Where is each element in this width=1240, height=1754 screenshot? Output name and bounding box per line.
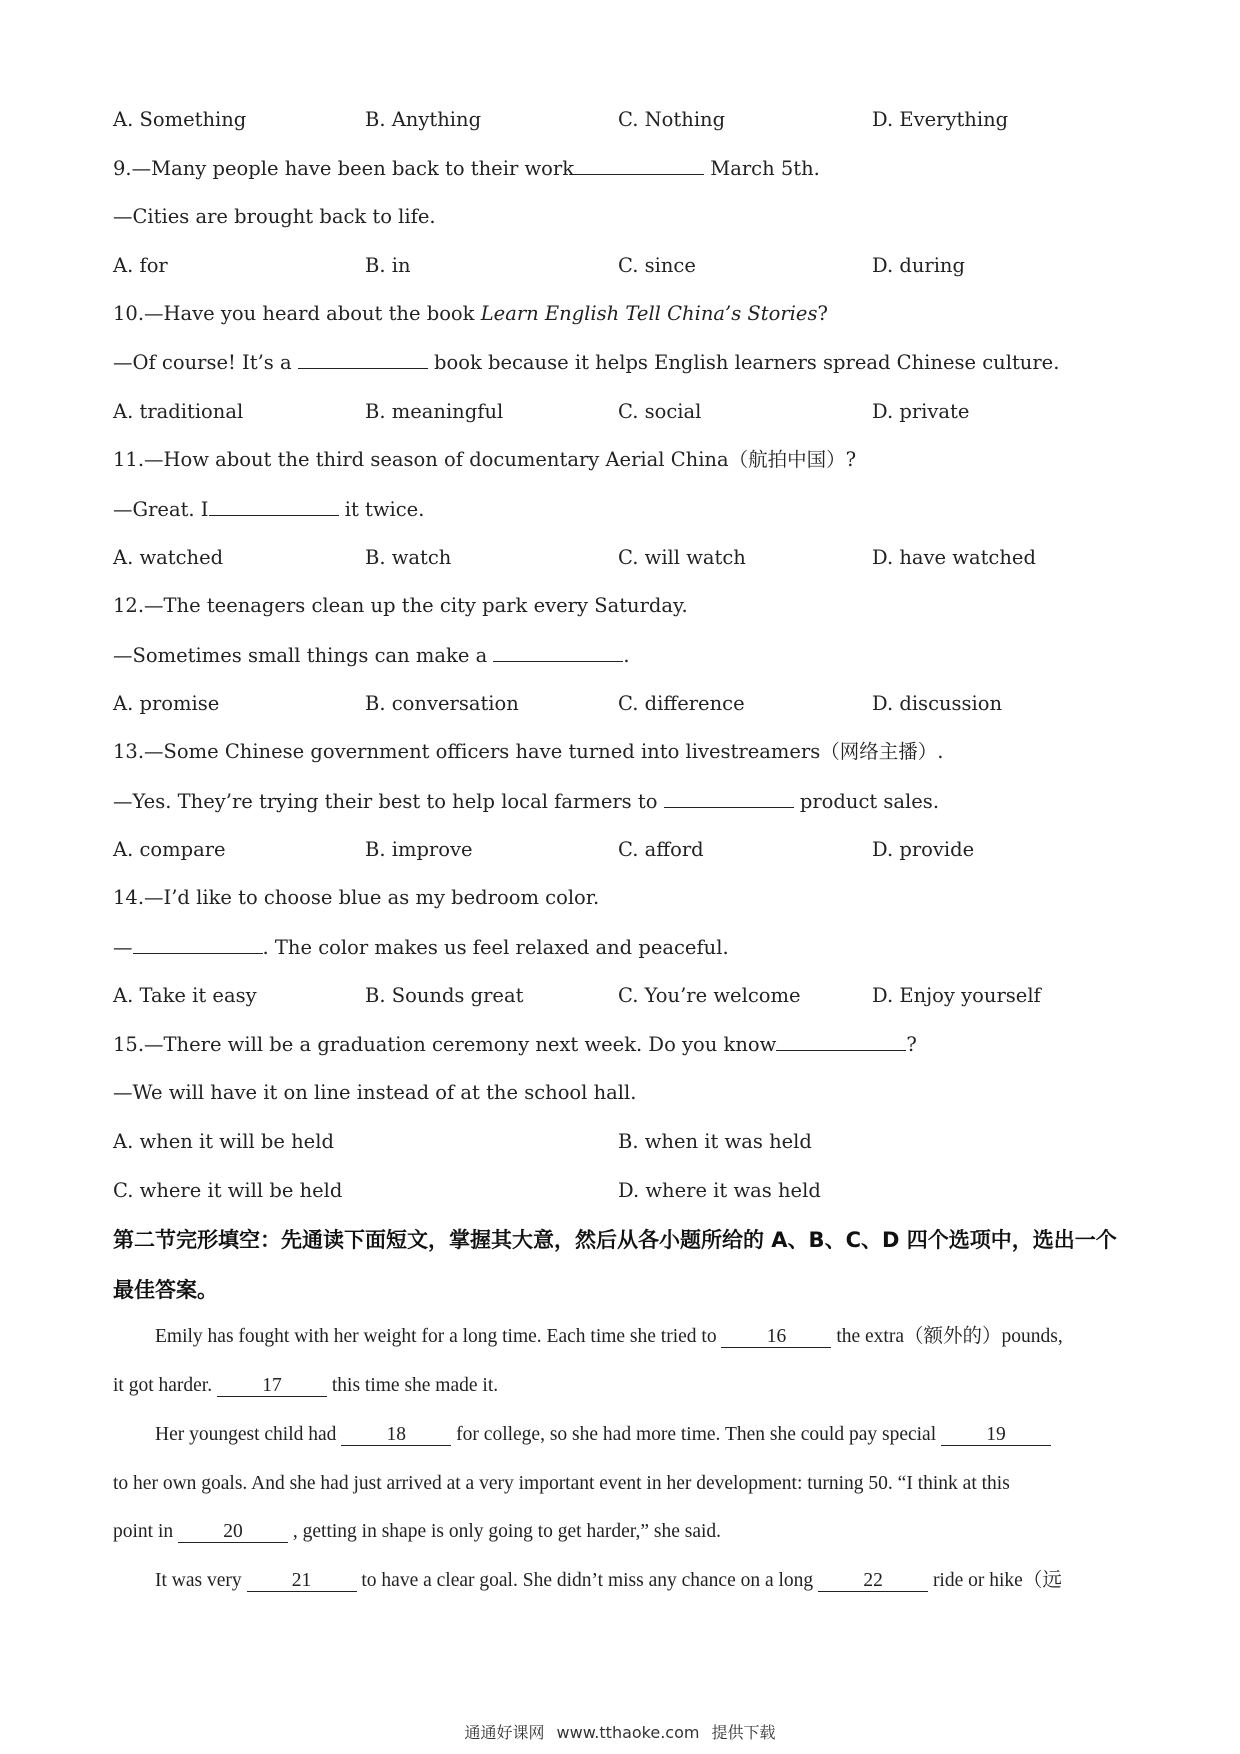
blank-number: 16 [721, 1327, 831, 1348]
q15-reply: —We will have it on line instead of at the school hall. [113, 1081, 637, 1104]
q11-stem: 11.—How about the third season of documentary Aerial China（航拍中国）? [113, 448, 857, 471]
blank-number: 21 [247, 1571, 357, 1592]
q11-option-a: A. watched [113, 546, 224, 569]
q10-option-d: D. private [872, 400, 970, 423]
q14-option-d: D. Enjoy yourself [872, 984, 1041, 1007]
q8-option-a: A. Something [113, 108, 247, 131]
passage-line: Emily has fought with her weight for a long time. Each time she tried to 16 the extra（额外的）pounds, [155, 1326, 1063, 1347]
q8-option-b: B. Anything [365, 108, 482, 131]
q14-reply: — . The color makes us feel relaxed and peaceful. [113, 936, 729, 959]
answer-blank [298, 350, 428, 369]
q10-option-b: B. meaningful [365, 400, 504, 423]
q14-option-a: A. Take it easy [113, 984, 257, 1007]
answer-blank [776, 1032, 906, 1051]
q12-option-d: D. discussion [872, 692, 1003, 715]
q13-option-d: D. provide [872, 838, 975, 861]
q11-option-d: D. have watched [872, 546, 1036, 569]
passage-line: Her youngest child had 18 for college, so she had more time. Then she could pay special 19 [155, 1423, 1051, 1447]
q15-stem: 15.—There will be a graduation ceremony next week. Do you know ? [113, 1033, 917, 1056]
blank-number: 20 [178, 1522, 288, 1543]
q9-option-a: A. for [113, 254, 168, 277]
answer-blank [209, 497, 339, 516]
q9-option-b: B. in [365, 254, 411, 277]
q13-option-a: A. compare [113, 838, 226, 861]
q11-reply: —Great. I it twice. [113, 498, 425, 521]
q15-option-a: A. when it will be held [113, 1130, 334, 1153]
q10-option-a: A. traditional [113, 400, 244, 423]
passage-line: to her own goals. And she had just arrived at a very important event in her development: turning 50. “I think at this [113, 1473, 1010, 1494]
q13-stem: 13.—Some Chinese government officers have turned into livestreamers（网络主播）. [113, 740, 944, 763]
q15-option-d: D. where it was held [618, 1179, 821, 1202]
q9-stem: 9.—Many people have been back to their work March 5th. [113, 157, 820, 180]
q12-option-a: A. promise [113, 692, 220, 715]
q15-option-c: C. where it will be held [113, 1179, 343, 1202]
q11-option-c: C. will watch [618, 546, 746, 569]
footer-suffix: 提供下载 [711, 1723, 776, 1742]
q12-option-b: B. conversation [365, 692, 519, 715]
answer-blank [133, 935, 263, 954]
q14-option-b: B. Sounds great [365, 984, 524, 1007]
q8-option-d: D. Everything [872, 108, 1009, 131]
q11-option-b: B. watch [365, 546, 452, 569]
blank-number: 22 [818, 1571, 928, 1592]
q9-option-d: D. during [872, 254, 965, 277]
q10-option-c: C. social [618, 400, 702, 423]
footer-url[interactable]: www.tthaoke.com [556, 1723, 700, 1742]
q12-reply: —Sometimes small things can make a . [113, 644, 630, 667]
book-title: Learn English Tell China’s Stories [480, 302, 818, 325]
q15-option-b: B. when it was held [618, 1130, 812, 1153]
section-heading: 第二节完形填空：先通读下面短文，掌握其大意，然后从各小题所给的 A、B、C、D 四个选项中，选出一个最佳答案。 [113, 1228, 1117, 1302]
q13-option-c: C. afford [618, 838, 704, 861]
q9-reply: —Cities are brought back to life. [113, 205, 436, 228]
q13-option-b: B. improve [365, 838, 473, 861]
blank-number: 18 [341, 1425, 451, 1446]
page-footer [0, 1720, 1240, 1743]
q14-option-c: C. You’re welcome [618, 984, 801, 1007]
footer-site-name: 通通好课网 [464, 1723, 545, 1742]
blank-number: 17 [217, 1376, 327, 1397]
q10-stem: 10.—Have you heard about the book Learn English Tell China’s Stories? [113, 302, 828, 325]
q12-option-c: C. difference [618, 692, 745, 715]
passage-line: it got harder. 17 this time she made it. [113, 1375, 499, 1396]
q10-reply: —Of course! It’s a book because it helps English learners spread Chinese culture. [113, 351, 1060, 374]
answer-blank [493, 643, 623, 662]
passage-line: point in 20 , getting in shape is only going to get harder,” she said. [113, 1521, 722, 1542]
passage-line: It was very 21 to have a clear goal. She didn’t miss any chance on a long 22 ride or hike（远 [155, 1570, 1062, 1591]
blank-number: 19 [941, 1425, 1051, 1446]
q13-reply: —Yes. They’re trying their best to help local farmers to product sales. [113, 790, 940, 813]
answer-blank [574, 156, 704, 175]
q9-option-c: C. since [618, 254, 696, 277]
q8-option-c: C. Nothing [618, 108, 726, 131]
q12-stem: 12.—The teenagers clean up the city park every Saturday. [113, 594, 688, 617]
answer-blank [664, 789, 794, 808]
q14-stem: 14.—I’d like to choose blue as my bedroom color. [113, 886, 600, 909]
